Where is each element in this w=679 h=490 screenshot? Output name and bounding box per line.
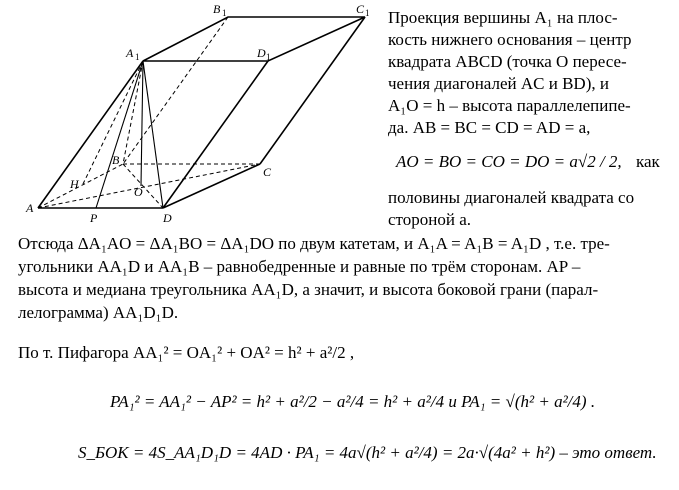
right-text-line-2: кость нижнего основания – центр: [388, 30, 632, 49]
right-text-line-4: чения диагоналей AC и BD), и: [388, 74, 609, 93]
right-text-line-6: да. AB = BC = CD = AD = a,: [388, 118, 591, 137]
paragraph-line-1: Отсюда ΔA₁AO = ΔA₁BO = ΔA₁DO по двум катетам, и A₁A = A₁B = A₁D , т.е. тре-: [18, 234, 610, 253]
svg-text:1: 1: [222, 8, 227, 18]
paragraph-line-3: высота и медиана треугольника AA₁D, а значит, и высота боковой грани (парал-: [18, 280, 599, 299]
label-D: D: [163, 211, 172, 225]
label-B1: B: [213, 2, 221, 16]
pythagoras-formula: По т. Пифагора AA₁² = OA₁² + OA² = h² + a²/2 ,: [18, 343, 355, 362]
ao-as-word: как: [636, 152, 660, 171]
paragraph-line-2: угольники AA₁D и AA₁B – равнобедренные и равные по трём сторонам. AP –: [18, 257, 581, 276]
paragraph-line-4: лелограмма) AA₁D₁D.: [18, 303, 179, 322]
pa-formula: PA₁² = AA₁² − AP² = h² + a²/2 − a²/4 = h² + a²/4 и PA₁ = √(h² + a²/4) .: [110, 392, 596, 411]
svg-text:1: 1: [365, 8, 370, 18]
after-formula-line-2: стороной a.: [388, 210, 471, 229]
label-D1: D: [257, 46, 266, 60]
label-H: H: [70, 177, 79, 191]
parallelepiped-figure: [0, 0, 380, 225]
right-text-line-5: A₁O = h – высота параллелепипе-: [388, 96, 631, 115]
right-text-line-3: квадрата ABCD (точка O пересе-: [388, 52, 627, 71]
right-text-line-1: Проекция вершины A₁ на плос-: [388, 8, 618, 27]
label-A: A: [26, 201, 34, 215]
s-formula: S_БОК = 4S_AA₁D₁D = 4AD · PA₁ = 4a√(h² + a²/4) = 2a·√(4a² + h²) – это ответ.: [78, 443, 657, 462]
svg-text:1: 1: [135, 52, 140, 62]
label-C1: C: [356, 2, 365, 16]
after-formula-line-1: половины диагоналей квадрата со: [388, 188, 635, 207]
label-P: P: [90, 211, 98, 225]
top-face: [143, 17, 365, 61]
label-B: B: [112, 153, 120, 167]
ao-formula: AO = BO = CO = DO = a√2 / 2,: [396, 152, 622, 171]
svg-text:1: 1: [266, 52, 271, 62]
label-O: O: [134, 185, 143, 199]
label-A1: A: [126, 46, 134, 60]
label-C: C: [263, 165, 272, 179]
